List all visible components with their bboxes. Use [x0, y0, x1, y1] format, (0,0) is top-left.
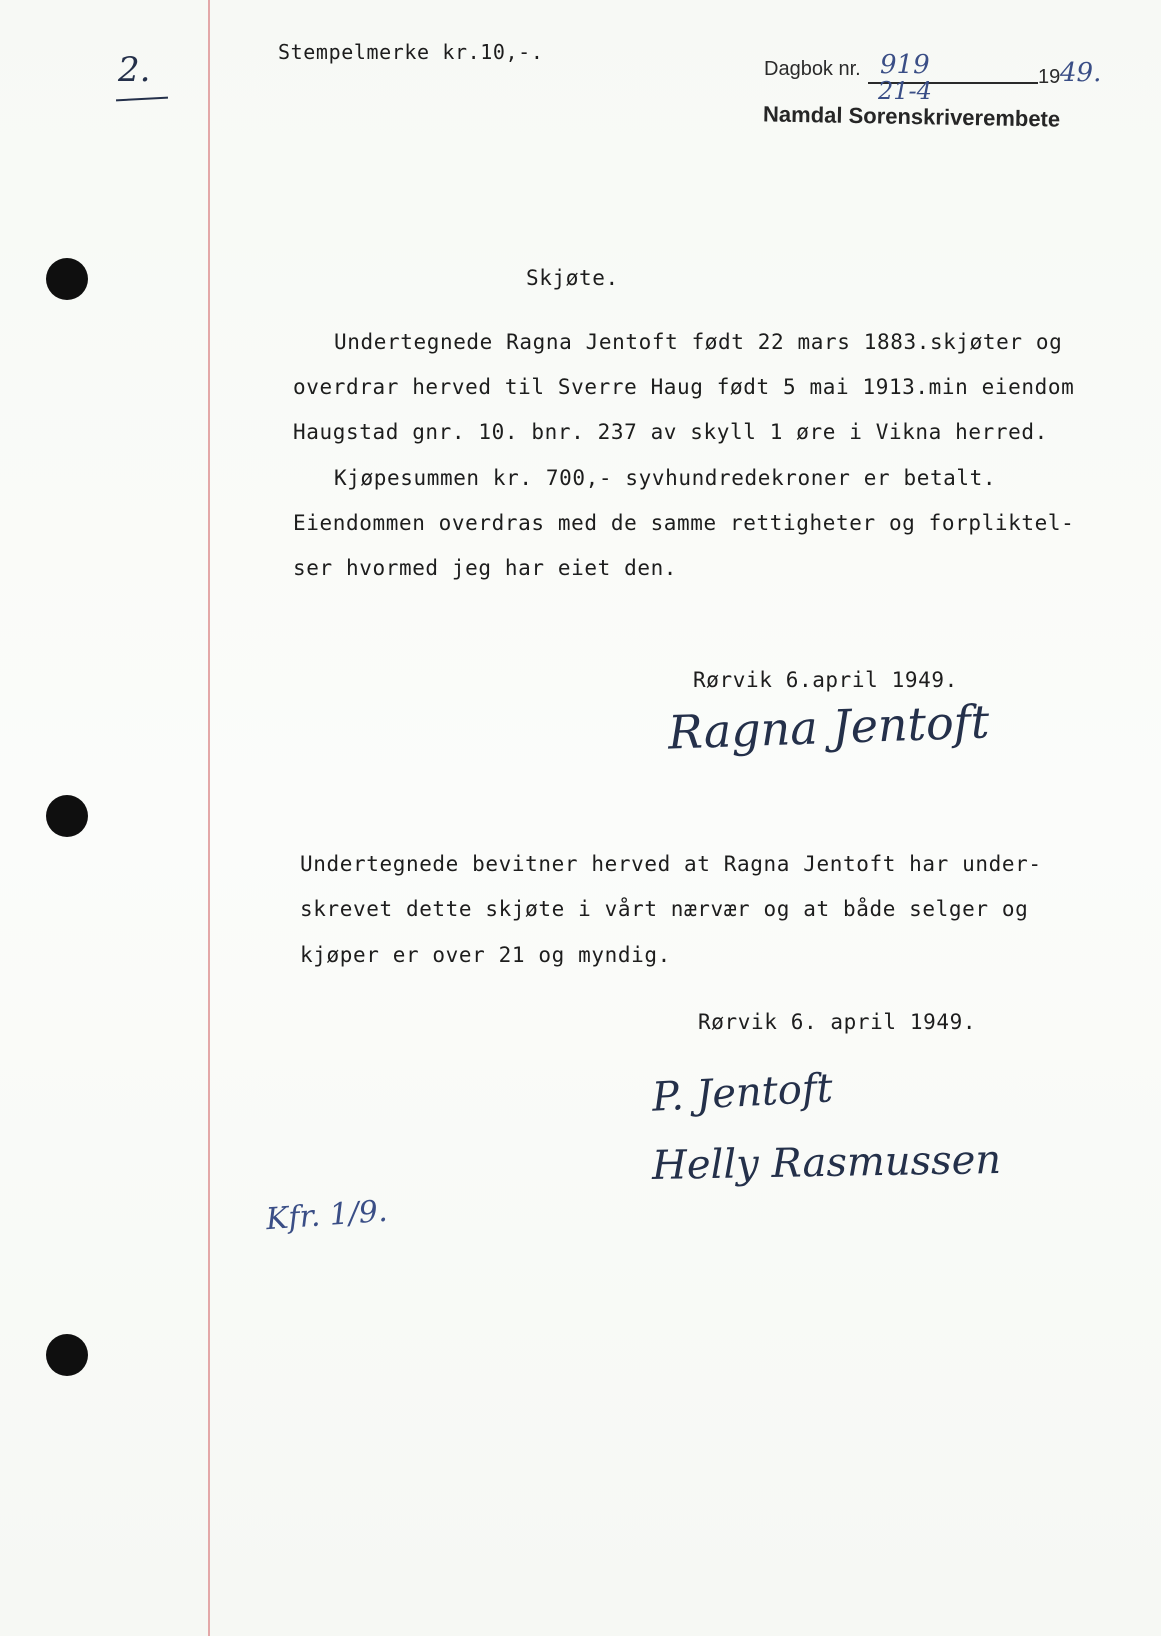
deed-line: Haugstad gnr. 10. bnr. 237 av skyll 1 øre i Vikna herred. — [293, 420, 1048, 444]
witness-signature-second: Helly Rasmussen — [651, 1136, 1002, 1190]
deed-title: Skjøte. — [526, 266, 619, 290]
deed-line: Kjøpesummen kr. 700,- syvhundredekroner er betalt. — [334, 466, 997, 490]
stamp-year-printed: 19 — [1038, 66, 1061, 88]
stamp-year-written: 49. — [1060, 58, 1102, 88]
punch-hole-middle — [46, 795, 88, 837]
deed-place-date: Rørvik 6.april 1949. — [693, 668, 958, 692]
deed-line: Undertegnede Ragna Jentoft født 22 mars 1883.skjøter og — [334, 330, 1063, 354]
page-number-underline — [116, 97, 168, 102]
stamp-diary-number: 919 — [880, 50, 930, 80]
witness-line: skrevet dette skjøte i vårt nærvær og at både selger og — [300, 897, 1029, 921]
stamp-diary-label: Dagbok nr. — [764, 58, 861, 80]
deed-line: Eiendommen overdras med de samme rettigheter og forpliktel- — [293, 511, 1075, 535]
deed-line: overdrar herved til Sverre Haug født 5 mai 1913.min eiendom — [293, 375, 1075, 399]
stamp-fee: Stempelmerke kr.10,-. — [278, 40, 544, 64]
witness-line: kjøper er over 21 og myndig. — [300, 943, 671, 967]
punch-hole-top — [46, 258, 88, 300]
deed-line: ser hvormed jeg har eiet den. — [293, 556, 678, 580]
stamp-date: 21-4 — [878, 77, 932, 105]
margin-rule — [208, 0, 210, 1636]
witness-signature-first: P. Jentoft — [650, 1065, 834, 1121]
witness-line: Undertegnede bevitner herved at Ragna Jentoft har under- — [300, 852, 1042, 876]
stamp-office-name: Namdal Sorenskriverembete — [762, 101, 1061, 132]
margin-note: Kfr. 1/9. — [264, 1193, 389, 1238]
punch-hole-bottom — [46, 1334, 88, 1376]
page-number-mark: 2. — [118, 50, 151, 90]
witness-place-date: Rørvik 6. april 1949. — [698, 1010, 977, 1034]
seller-signature: Ragna Jentoft — [667, 694, 991, 760]
